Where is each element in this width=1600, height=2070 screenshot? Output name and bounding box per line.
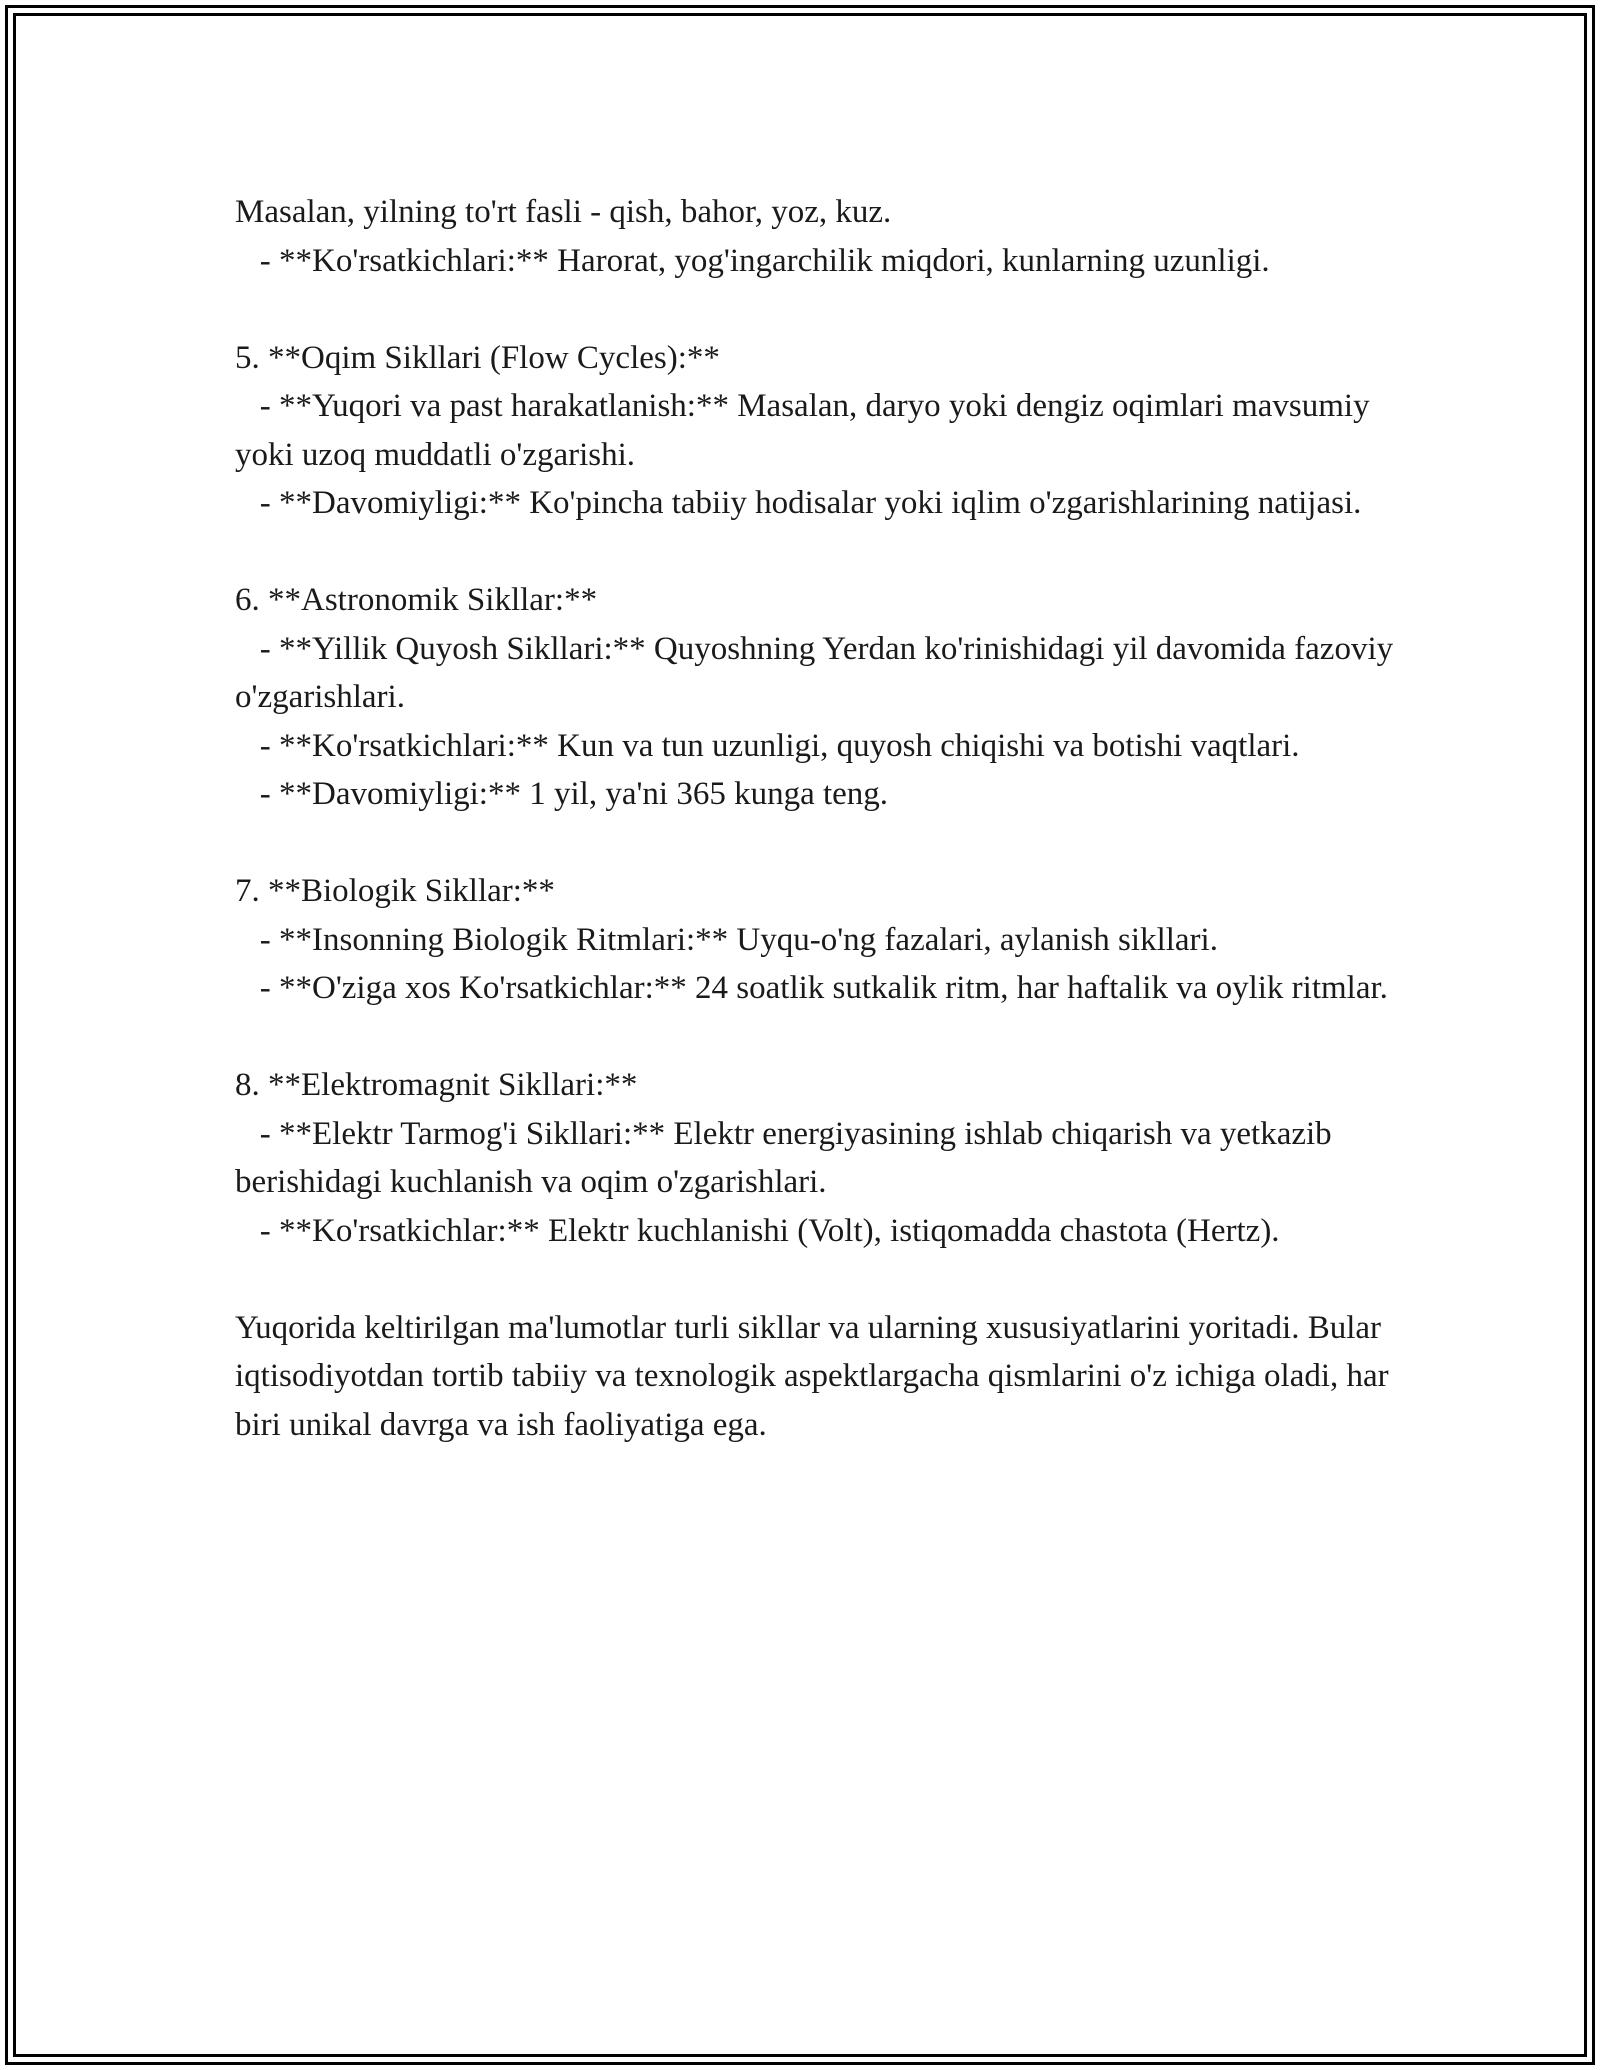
section-heading: 5. **Oqim Sikllari (Flow Cycles):** bbox=[235, 339, 720, 376]
conclusion-paragraph: Yuqorida keltirilgan ma'lumotlar turli sikllar va ularning xususiyatlarini yoritadi. Bular iqtisodiyotdan tortib tabiiy va texnologik aspektlargacha qismlarini o'z ichiga oladi, har biri unikal davrga va ish faoliyatiga ega. bbox=[235, 1309, 1389, 1443]
section-bullet: - **Yuqori va past harakatlanish:** Masalan, daryo yoki dengiz oqimlari mavsumiy yoki uzoq muddatli o'zgarishi. bbox=[235, 388, 1378, 473]
section-bullet: - **Elektr Tarmog'i Sikllari:** Elektr energiyasining ishlab chiqarish va yetkazib berishidagi kuchlanish va oqim o'zgarishlari. bbox=[235, 1115, 1340, 1200]
section-flow-cycles bbox=[235, 334, 1395, 528]
section-electromagnetic-cycles bbox=[235, 1061, 1395, 1255]
section-astronomical-cycles bbox=[235, 576, 1402, 819]
section-heading: 7. **Biologik Sikllar:** bbox=[235, 873, 555, 909]
section-bullet: - **Davomiyligi:** Ko'pincha tabiiy hodisalar yoki iqlim o'zgarishlarining natijasi. bbox=[235, 485, 1362, 521]
section-bullet: - **Ko'rsatkichlar:** Elektr kuchlanishi (Volt), istiqomadda chastota (Hertz). bbox=[235, 1212, 1280, 1249]
section-heading: 8. **Elektromagnit Sikllari:** bbox=[235, 1067, 638, 1103]
document-body bbox=[235, 188, 1402, 1449]
section-bullet: - **Ko'rsatkichlari:** Kun va tun uzunligi, quyosh chiqishi va botishi vaqtlari. bbox=[235, 727, 1300, 764]
section-bullet: - **Insonning Biologik Ritmlari:** Uyqu-o'ng fazalari, aylanish sikllari. bbox=[235, 921, 1218, 958]
intro-bullet: - **Ko'rsatkichlari:** Harorat, yog'ingarchilik miqdori, kunlarning uzunligi. bbox=[235, 242, 1270, 279]
section-bullet: - **O'ziga xos Ko'rsatkichlar:** 24 soatlik sutkalik ritm, har haftalik va oylik ritmlar. bbox=[235, 970, 1388, 1006]
section-biological-cycles bbox=[235, 867, 1395, 1013]
section-bullet: - **Yillik Quyosh Sikllari:** Quyoshning Yerdan ko'rinishidagi yil davomida fazoviy o'zgarishlari. bbox=[235, 630, 1402, 715]
intro-block bbox=[235, 188, 1395, 285]
conclusion-block bbox=[235, 1304, 1395, 1450]
intro-line: Masalan, yilning to'rt fasli - qish, bahor, yoz, kuz. bbox=[235, 194, 892, 230]
section-heading: 6. **Astronomik Sikllar:** bbox=[235, 582, 598, 618]
section-bullet: - **Davomiyligi:** 1 yil, ya'ni 365 kunga teng. bbox=[235, 776, 889, 812]
